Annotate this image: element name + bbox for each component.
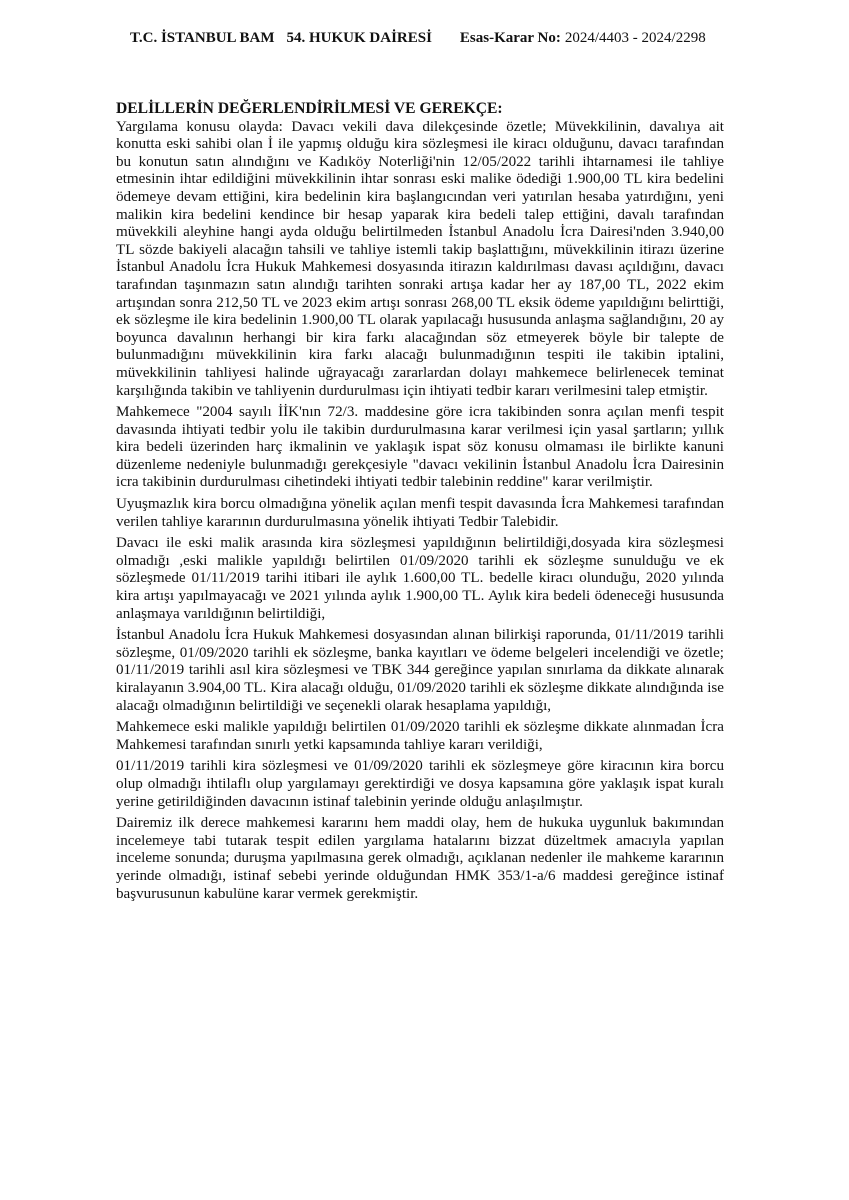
court-name: T.C. İSTANBUL BAM — [130, 30, 275, 46]
paragraph: Dairemiz ilk derece mahkemesi kararını hem maddi olay, hem de hukuka uygunluk bakımından incelemeye tabi tutarak tespit edilen yargılama hatalarını bizzat düzeltmek amacıyla yapılan inceleme sonunda; duruşma yapılmasına gerek olmadığı, açıklanan nedenler ile mahkeme kararının yerinde olmadığı, istinaf sebebi yerinde olduğundan HMK 353/1-a/6 maddesi gereğince istinaf başvurusunun kabulüne karar vermek gerekmiştir. — [116, 815, 724, 902]
paragraph: Mahkemece eski malikle yapıldığı belirtilen 01/09/2020 tarihli ek sözleşme dikkate alınmadan İcra Mahkemesi tarafından sınırlı yetki kapsamında tahliye kararı verildiği, — [116, 719, 724, 753]
case-number: 2024/4403 - 2024/2298 — [564, 30, 706, 46]
paragraph: Mahkemece "2004 sayılı İİK'nın 72/3. maddesine göre icra takibinden sonra açılan menfi tespit davasında ihtiyati tedbir yolu ile takibin durdurulmasına karar verilmesi için yasal şartların; yıllık kira bedeli üzerinden harç ikmalinin ve yaklaşık ispat söz konusu olmaması ile birlikte kanuni düzenleme nedeniyle bulunmadığı gerekçesiyle "davacı vekilinin İstanbul Anadolu İcra Dairesinin icra takibinin durdurulması cihetindeki ihtiyati tedbir talebinin reddine" karar verilmiştir. — [116, 404, 724, 491]
paragraph: İstanbul Anadolu İcra Hukuk Mahkemesi dosyasından alınan bilirkişi raporunda, 01/11/2019 tarihli sözleşme, 01/09/2020 tarihli ek sözleşme, banka kayıtları ve ödeme belgeleri incelendiği ve özetle; 01/11/2019 tarihli asıl kira sözleşmesi ve TBK 344 gereğince yapılan sınırlama da dikkate alınarak kiralayanın 3.904,00 TL. Kira alacağı olduğu, 01/09/2020 tarihli ek sözleşme dikkate alındığında ise alacağı olmadığının belirtildiği ve seçenekli olarak hesaplama yapıldığı, — [116, 627, 724, 714]
document-body — [116, 100, 724, 903]
page-header — [130, 30, 789, 47]
paragraph: Yargılama konusu olayda: Davacı vekili dava dilekçesinde özetle; Müvekkilinin, davalıya ait konutta eski sahibi olan İ ile yapmış olduğu kira sözleşmesi ile kiracı olduğunu, davacı tarafından bu konutun satın alındığını ve Kadıköy Noterliği'nin 12/05/2022 tarihli ihtarnamesi ile tahliye etmesinin ihtar edildiğini müvekkilinin ihtar sonrası eski malike ödediği 1.900,00 TL kira bedelini ödemeye devam ettiğini, kira bedelinin kira başlangıcından veri yatırılan hesaba yatırdığını, yeni malikin kira bedelini kendince bir hesap yaparak kira bedeli talep ettiğini, davalı tarafından müvekkili aleyhine hangi ayda olduğu belirtilmeden İstanbul Anadolu İcra Dairesi'nden 3.940,00 TL sözde bakiyeli alacağın tahsili ve tahliye istemli takip başlattığını, müvekkilinin itirazı üzerine İstanbul Anadolu İcra Hukuk Mahkemesi dosyasında itirazın kaldırılması davası açıldığını, davacı tarafından taşınmazın satın alındığı tarihten sonraki artışa kadar her ay 187,00 TL, 2022 ekim artışından sonra 212,50 TL ve 2023 ekim artışı sonrası 268,00 TL eksik ödeme yapıldığını belirttiği, ek sözleşme ile kira bedelinin 1.900,00 TL olarak yapılacağı hususunda anlaşma sağlandığını, 20 ay boyunca davalının herhangi bir kira farkı alacağından söz etmeyerek böyle bir talepte de bulunmadığını müvekkilinin kira farkı alacağı bulunmadığının tespiti ile takibin iptalini, müvekkilinin tahliyesi halinde uğrayacağı zararlardan dolayı mahkemece belirlenecek teminat karşılığında takibin ve tahliyenin durdurulması için ihtiyati tedbir kararı verilmesini talep etmiştir. — [116, 118, 724, 399]
chamber-name: 54. HUKUK DAİRESİ — [286, 30, 432, 46]
paragraph: Davacı ile eski malik arasında kira sözleşmesi yapıldığının belirtildiği,dosyada kira sözleşmesi olmadığı ,eski malikle yapıldığı belirtilen 01/09/2020 tarihli ek sözleşme sunulduğu ve ek sözleşmede 01/11/2019 tarihi itibari ile aylık 1.600,00 TL. bedelle kiracı olunduğu, 2020 yılında kira artışı yapılmayacağı ve 2021 yılında aylık 1.900,00 TL. Aylık kira bedeli ödeneceği hususunda anlaşmaya varıldığının belirtildiği, — [116, 535, 724, 622]
case-number-label: Esas-Karar No: — [459, 30, 561, 46]
section-title: DELİLLERİN DEĞERLENDİRİLMESİ VE GEREKÇE: — [116, 100, 503, 117]
paragraph: Uyuşmazlık kira borcu olmadığına yönelik açılan menfi tespit davasında İcra Mahkemesi tarafından verilen tahliye kararının durdurulmasına yönelik ihtiyati Tedbir Talebidir. — [116, 496, 724, 530]
paragraph: 01/11/2019 tarihli kira sözleşmesi ve 01/09/2020 tarihli ek sözleşmeye göre kiracının kira borcu olup olmadığı ihtilaflı olup yargılamayı gerektirdiği ve dosya kapsamına göre yaklaşık ispat kuralı yerine getirildiğinden davacının istinaf talebinin yerinde olduğu anlaşılmıştır. — [116, 758, 724, 810]
